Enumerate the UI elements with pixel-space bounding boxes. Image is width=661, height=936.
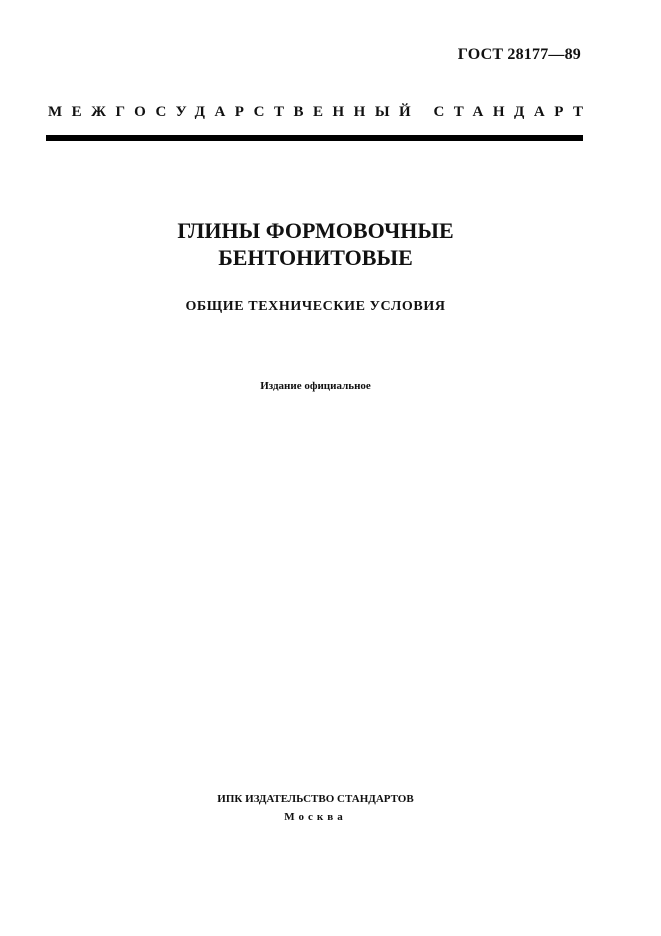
title-line-2: БЕНТОНИТОВЫЕ [218,245,413,270]
document-subtitle: ОБЩИЕ ТЕХНИЧЕСКИЕ УСЛОВИЯ [185,299,446,314]
header-divider [46,135,583,141]
standard-type-heading: МЕЖГОСУДАРСТВЕННЫЙ СТАНДАРТ [48,104,593,120]
document-title [0,217,631,271]
edition-note: Издание официальное [260,380,371,392]
document-number: ГОСТ 28177—89 [457,46,581,63]
title-line-1: ГЛИНЫ ФОРМОВОЧНЫЕ [177,218,454,243]
publisher-name: ИПК ИЗДАТЕЛЬСТВО СТАНДАРТОВ [217,793,414,805]
publisher-city: Москва [284,811,347,823]
